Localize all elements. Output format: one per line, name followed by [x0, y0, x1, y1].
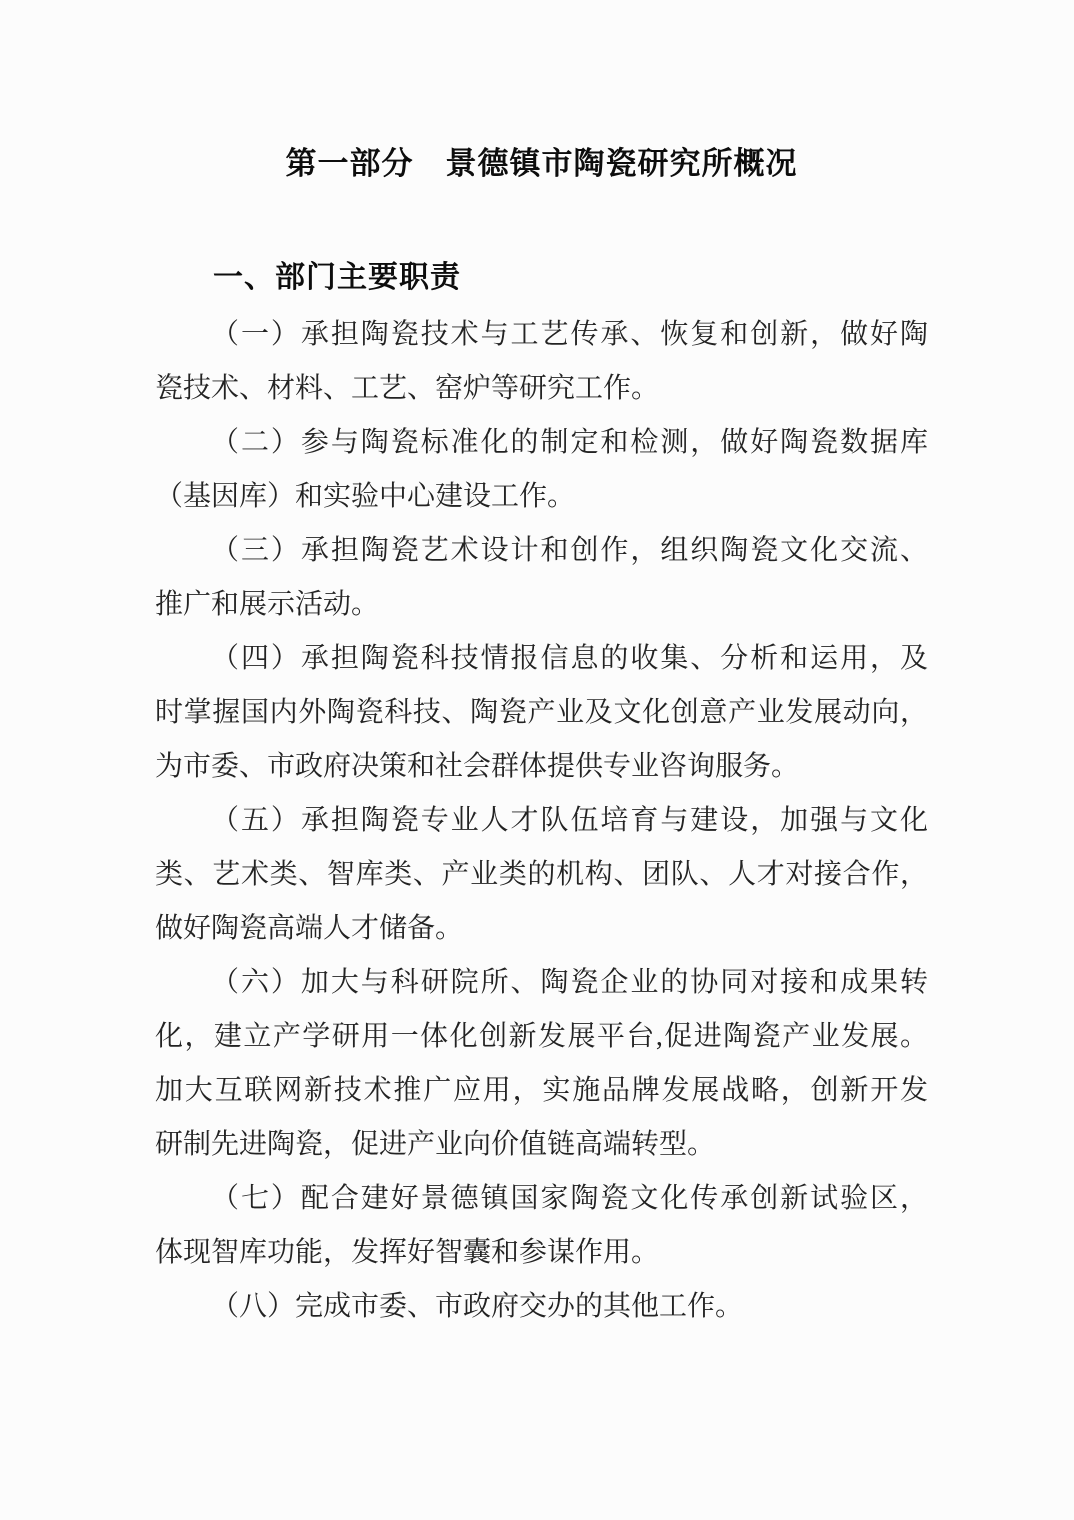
paragraph-line: 时掌握国内外陶瓷科技、陶瓷产业及文化创意产业发展动向，	[155, 697, 928, 728]
paragraph-line: 体现智库功能，发挥好智囊和参谋作用。	[155, 1237, 660, 1268]
paragraph-line: 研制先进陶瓷，促进产业向价值链高端转型。	[155, 1129, 716, 1160]
paragraph-line: （二）参与陶瓷标准化的制定和检测，做好陶瓷数据库	[211, 427, 928, 458]
paragraph-line: （七）配合建好景德镇国家陶瓷文化传承创新试验区，	[211, 1183, 928, 1214]
paragraph-line: 化，建立产学研用一体化创新发展平台,促进陶瓷产业发展。	[155, 1021, 928, 1052]
paragraph-line: 推广和展示活动。	[155, 589, 380, 620]
paragraph-duty-3	[155, 524, 928, 632]
paragraph-line: （基因库）和实验中心建设工作。	[155, 481, 576, 512]
paragraph-duty-7	[155, 1172, 928, 1280]
section-heading: 一、部门主要职责	[213, 261, 461, 294]
paragraph-line: 做好陶瓷高端人才储备。	[155, 913, 464, 944]
paragraph-duty-6	[155, 956, 928, 1172]
document-title: 第一部分 景德镇市陶瓷研究所概况	[285, 146, 798, 181]
paragraph-duty-1	[155, 308, 928, 416]
paragraph-line: （一）承担陶瓷技术与工艺传承、恢复和创新，做好陶	[211, 319, 928, 350]
paragraph-line: （八）完成市委、市政府交办的其他工作。	[211, 1291, 744, 1322]
paragraph-line: （三）承担陶瓷艺术设计和创作，组织陶瓷文化交流、	[211, 535, 928, 566]
paragraph-line: （六）加大与科研院所、陶瓷企业的协同对接和成果转	[211, 967, 928, 998]
paragraph-line: 加大互联网新技术推广应用，实施品牌发展战略，创新开发	[155, 1075, 928, 1106]
paragraph-line: 为市委、市政府决策和社会群体提供专业咨询服务。	[155, 751, 800, 782]
document-body	[155, 308, 928, 1334]
paragraph-duty-5	[155, 794, 928, 956]
paragraph-duty-8	[155, 1280, 928, 1334]
paragraph-duty-2	[155, 416, 928, 524]
paragraph-line: 瓷技术、材料、工艺、窑炉等研究工作。	[155, 373, 660, 404]
paragraph-line: （五）承担陶瓷专业人才队伍培育与建设，加强与文化	[211, 805, 928, 836]
paragraph-line: 类、艺术类、智库类、产业类的机构、团队、人才对接合作，	[155, 859, 928, 890]
paragraph-duty-4	[155, 632, 928, 794]
paragraph-line: （四）承担陶瓷科技情报信息的收集、分析和运用，及	[211, 643, 928, 674]
